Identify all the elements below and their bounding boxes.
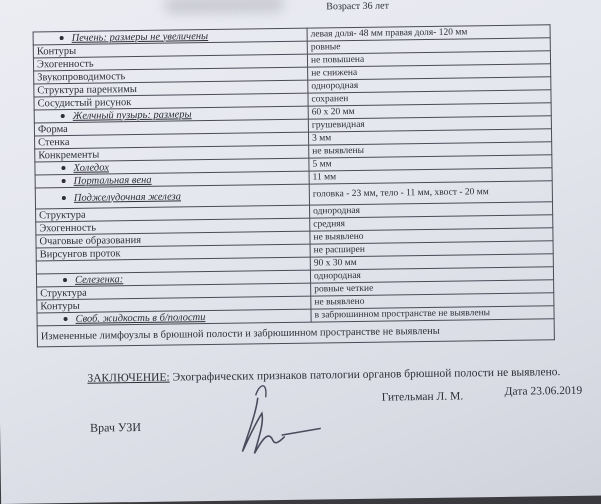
row-value: не снижена (308, 64, 551, 80)
bullet-icon (63, 278, 67, 282)
doctor-name: Гительман Л. М. (381, 390, 464, 404)
row-label: Холедох (35, 158, 309, 175)
row-value: 3 мм (308, 129, 551, 145)
row-label: Звукопроводимость (34, 67, 308, 84)
bullet-icon (62, 196, 66, 200)
row-label: Контуры (37, 296, 311, 313)
row-label: Эхогенность (36, 218, 310, 235)
bullet-icon (60, 36, 64, 40)
doctor-label: Врач УЗИ (89, 419, 142, 435)
row-label: Печень: размеры не увеличены (33, 28, 307, 45)
bullet-icon (64, 317, 68, 321)
row-label: Структура (37, 283, 311, 300)
row-label: Селезенка: (36, 270, 310, 287)
row-value: в забрюшинном пространстве не выявлены (311, 306, 554, 322)
row-value: 60 х 20 мм (308, 103, 551, 119)
bullet-icon (61, 166, 65, 170)
row-value: средняя (310, 215, 553, 231)
row-value: однородная (310, 202, 553, 218)
report-date: Дата 23.06.2019 (504, 384, 583, 398)
row-label: Вирсунгов проток (36, 244, 310, 261)
row-label: Поджелудочная железа (35, 184, 309, 209)
row-value: однородная (310, 267, 553, 283)
conclusion-heading: ЗАКЛЮЧЕНИЕ: (87, 371, 170, 385)
lymph-nodes-row: Измененные лимфоузлы в брюшной полости и забрюшинном пространстве не выявлены (37, 319, 554, 347)
redacted-patient-name (164, 0, 284, 14)
row-value: сохранен (308, 90, 551, 106)
row-value: грушевидная (308, 116, 551, 132)
ultrasound-results-table (33, 24, 555, 347)
row-value: 11 мм (309, 168, 552, 184)
row-value: не выявлено (311, 293, 554, 309)
row-label: Структура паренхимы (34, 80, 308, 97)
row-value: не выявлены (309, 142, 552, 158)
conclusion-text: Эхографических признаков патологии органов брюшной полости не выявлено. (172, 366, 561, 384)
row-label: Портальная вена (35, 171, 309, 188)
row-value: не выявлено (310, 228, 553, 244)
bullet-icon (62, 179, 66, 183)
row-label: Очаговые образования (36, 231, 310, 248)
row-label: Конкременты (35, 145, 309, 162)
row-value: ровные (307, 38, 550, 54)
bullet-icon (61, 114, 65, 118)
row-label: Структура (36, 205, 310, 222)
row-label: Своб. жидкость в б/полости (37, 309, 311, 326)
row-label: Желчный пузырь: размеры (34, 106, 308, 123)
patient-age: Возраст 36 лет (326, 0, 389, 13)
row-value: левая доля- 48 мм правая доля- 120 мм (307, 25, 550, 41)
row-value: головка - 23 мм, тело - 11 мм, хвост - 20 мм (309, 181, 552, 205)
row-value: не расширен (310, 241, 553, 257)
row-label: Сосудистый рисунок (34, 93, 308, 110)
handwritten-signature (227, 372, 328, 463)
row-label: Форма (34, 119, 308, 136)
row-label: Эхогенность (33, 54, 307, 71)
row-value: 5 мм (309, 155, 552, 171)
row-value: однородная (308, 77, 551, 93)
row-value: 90 х 30 мм (310, 254, 553, 270)
row-label: Контуры (33, 41, 307, 58)
row-label: Стенка (35, 132, 309, 149)
row-value: не повышена (307, 51, 550, 67)
row-value: ровные четкие (311, 280, 554, 296)
